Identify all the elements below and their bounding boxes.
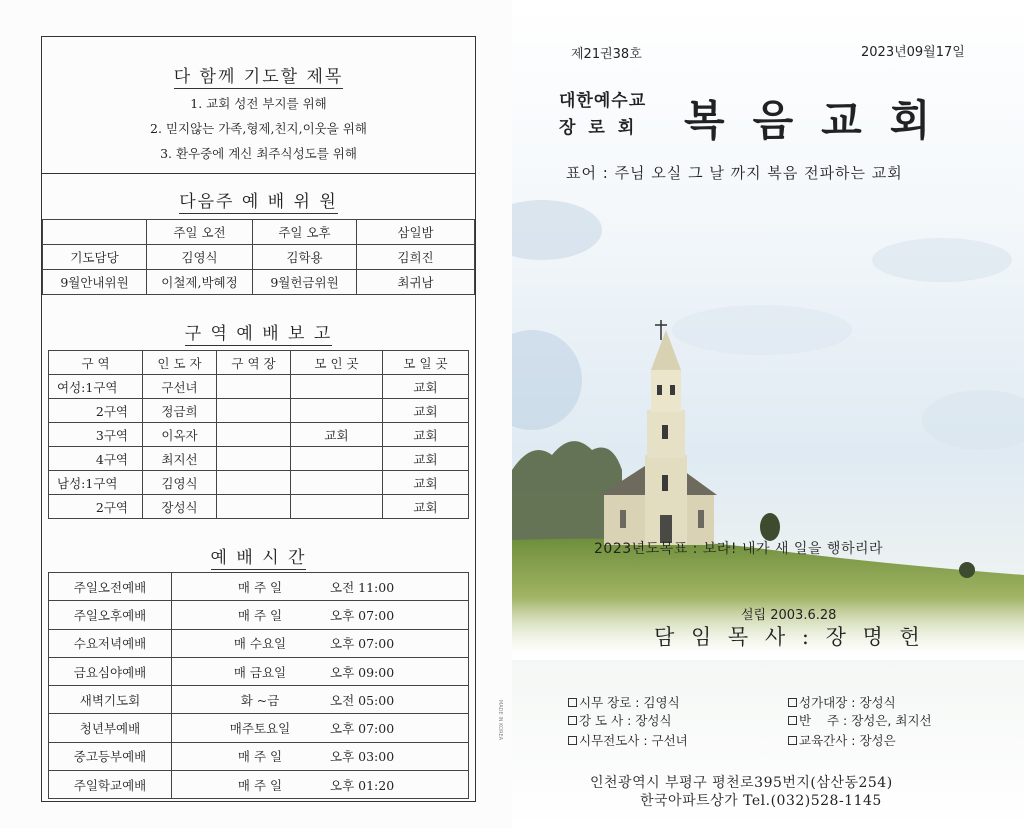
prayer-item: 3. 환우중에 계신 최주식성도를 위해 [160,146,357,161]
table-cell: 정금희 [143,399,217,423]
denomination-line2: 장로회 [559,118,648,138]
service-schedule [172,657,469,685]
service-day: 매 주 일 [237,777,283,793]
table-cell [291,399,383,423]
officer-item: 교육간사 : 장성은 [788,731,896,749]
table-cell [43,220,147,245]
checkbox-square-icon [788,736,797,745]
table-cell: 2구역 [49,495,143,519]
denomination-line1: 대한예수교 [559,91,647,111]
service-name: 금요심야예배 [49,657,172,685]
issue-number: 제21권38호 [571,47,642,62]
table-cell [291,447,383,471]
table-row [49,447,469,471]
table-cell: 이철제,박혜정 [147,270,253,295]
church-motto: 표어 : 주님 오실 그 날 까지 복음 전파하는 교회 [566,164,903,182]
service-time: 오전 11:00 [330,579,395,595]
table-row [49,742,469,770]
founded-date: 설립 2003.6.28 [741,608,837,623]
staff-title: 다음주 예 배 위 원 [179,192,338,212]
service-time: 오후 07:00 [330,636,395,652]
table-cell [217,471,291,495]
table-cell: 구선녀 [143,375,217,399]
year-goal: 2023년도목표 : 보라! 내가 새 일을 행하리라 [594,541,884,557]
service-day: 매 주 일 [237,579,283,595]
table-row [49,573,469,601]
table-cell: 9월안내위원 [43,270,147,295]
church-address: 인천광역시 부평구 평천로395번지(삼산동254) [590,775,893,791]
table-cell: 교회 [291,423,383,447]
checkbox-square-icon [568,698,577,707]
prayer-item: 1. 교회 성전 부지를 위해 [190,96,327,111]
cover-page [512,0,1024,828]
service-time: 오후 01:20 [330,777,395,793]
checkbox-square-icon [788,716,797,725]
table-cell [291,375,383,399]
table-cell: 김영식 [143,471,217,495]
table-row [49,629,469,657]
table-cell: 교회 [383,423,469,447]
table-row [49,657,469,685]
table-cell: 모 인 곳 [291,351,383,375]
senior-pastor: 담 임 목 사 : 장 명 헌 [654,625,925,649]
table-cell [217,375,291,399]
table-cell: 김학용 [253,245,357,270]
service-schedule [172,573,469,601]
officer-item: 성가대장 : 장성식 [788,693,896,711]
service-day: 매 주 일 [237,749,283,765]
table-cell: 인 도 자 [143,351,217,375]
table-header-row [43,220,475,245]
checkbox-square-icon [568,736,577,745]
district-title: 구 역 예 배 보 고 [184,324,333,344]
service-day: 매 금요일 [233,664,287,680]
service-name: 새벽기도회 [49,686,172,714]
table-row [49,495,469,519]
table-row [49,714,469,742]
table-row [49,423,469,447]
table-cell: 3구역 [49,423,143,447]
prayer-item: 2. 믿지않는 가족,형제,친지,이웃을 위해 [150,121,367,136]
service-name: 청년부예배 [49,714,172,742]
service-name: 수요저녁예배 [49,629,172,657]
service-schedule [172,742,469,770]
service-day: 매 주 일 [237,607,283,623]
service-time: 오후 07:00 [330,721,395,737]
service-schedule [172,686,469,714]
table-cell [291,495,383,519]
service-day: 매주토요일 [229,721,291,737]
service-time: 오후 03:00 [330,749,395,765]
officer-item: 시무 장로 : 김영식 [568,693,680,711]
table-row [43,245,475,270]
table-row [43,270,475,295]
officer-item: 시무전도사 : 구선녀 [568,731,688,749]
service-schedule [172,714,469,742]
table-row [49,771,469,799]
service-schedule [172,629,469,657]
table-cell: 김희진 [357,245,475,270]
bulletin-date: 2023년09월17일 [861,45,965,60]
table-cell [217,495,291,519]
table-cell: 4구역 [49,447,143,471]
table-cell: 교회 [383,495,469,519]
table-cell: 기도담당 [43,245,147,270]
table-cell: 김영식 [147,245,253,270]
service-times-table [48,572,469,799]
table-cell: 교회 [383,471,469,495]
table-header-row [49,351,469,375]
church-name: 복음교회 [684,96,959,145]
officer-item: 반 주 : 장성은, 최지선 [788,711,932,729]
table-cell: 구 역 장 [217,351,291,375]
service-name: 주일오전예배 [49,573,172,601]
checkbox-square-icon [788,698,797,707]
service-name: 주일오후예배 [49,601,172,629]
table-row [49,471,469,495]
worship-staff-table [42,219,475,295]
officer-item: 강 도 사 : 장성식 [568,711,672,729]
table-row [49,686,469,714]
church-contact: 한국아파트상가 Tel.(032)528-1145 [640,793,882,809]
table-cell: 이옥자 [143,423,217,447]
table-cell: 여성:1구역 [49,375,143,399]
printer-mark: MADE IN KOREA [497,700,503,741]
table-cell: 주일 오후 [253,220,357,245]
checkbox-square-icon [568,716,577,725]
service-day: 화 ~금 [240,692,280,708]
service-time: 오후 09:00 [330,664,395,680]
table-cell: 구 역 [49,351,143,375]
table-row [49,601,469,629]
service-name: 중고등부예배 [49,742,172,770]
table-row [49,399,469,423]
table-cell: 주일 오전 [147,220,253,245]
table-cell [217,399,291,423]
table-cell: 삼일밤 [357,220,475,245]
table-cell: 장성식 [143,495,217,519]
service-time: 오전 05:00 [330,692,395,708]
table-cell [291,471,383,495]
table-row [49,375,469,399]
prayer-title: 다 함께 기도할 제목 [173,67,344,87]
table-cell: 2구역 [49,399,143,423]
bulletin-inner-panel [41,36,476,802]
table-cell: 모 일 곳 [383,351,469,375]
service-schedule [172,601,469,629]
service-schedule [172,771,469,799]
service-times-title: 예 배 시 간 [210,548,307,568]
service-time: 오후 07:00 [330,607,395,623]
table-cell: 9월헌금위원 [253,270,357,295]
section-divider [42,173,475,174]
table-cell [217,423,291,447]
table-cell: 교회 [383,399,469,423]
table-cell: 교회 [383,447,469,471]
service-name: 주일학교예배 [49,771,172,799]
district-report-table [48,350,469,519]
service-day: 매 수요일 [233,636,287,652]
table-cell: 남성:1구역 [49,471,143,495]
table-cell: 교회 [383,375,469,399]
table-cell: 최귀남 [357,270,475,295]
table-cell: 최지선 [143,447,217,471]
table-cell [217,447,291,471]
